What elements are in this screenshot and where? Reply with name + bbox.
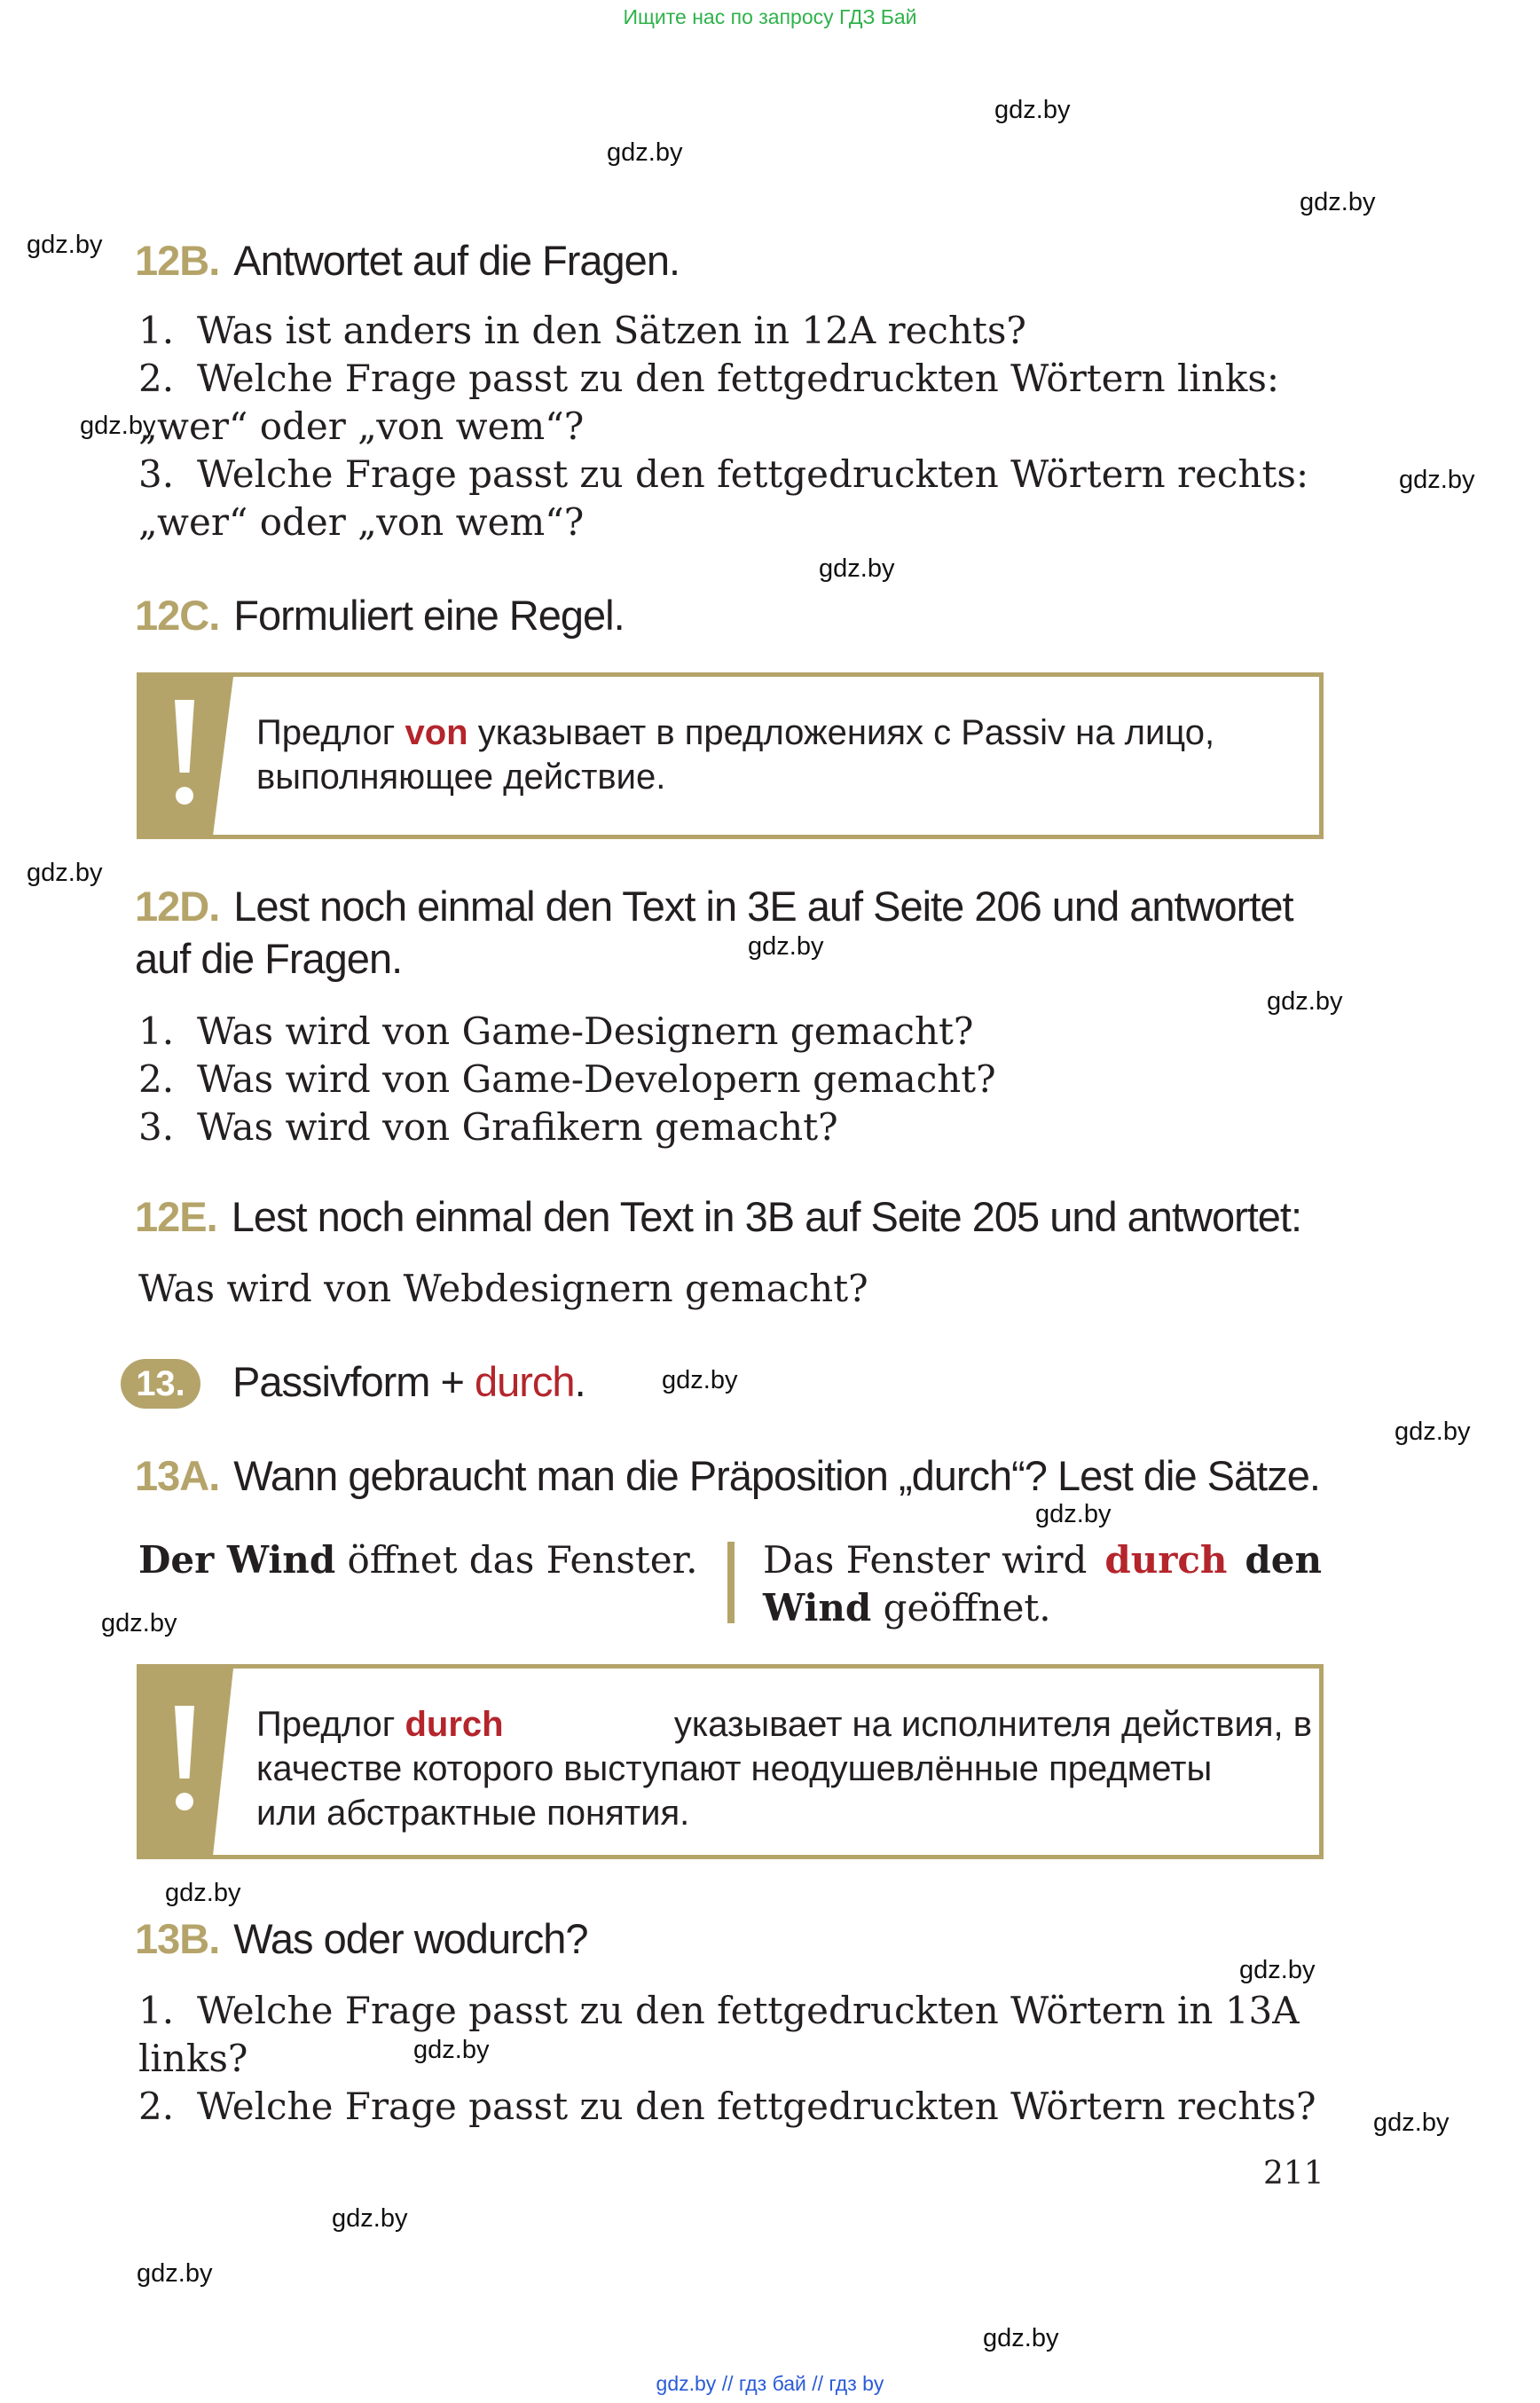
list-item-continuation: links? [138,2037,248,2080]
watermark: gdz.by [332,2204,408,2233]
item-number: 3. [138,452,175,496]
page-number: 211 [1263,2156,1324,2192]
heading-12b [135,236,680,285]
question-list-12d [138,1008,996,1151]
heading-12e [135,1192,1301,1241]
rule-note-von [137,672,1324,839]
section-number: 12E. [135,1193,217,1240]
watermark: gdz.by [1395,1417,1471,1446]
section-title: Was oder wodurch? [233,1915,588,1962]
list-item: 2. Welche Frage passt zu den fettgedruckten Wörtern rechts? [138,2085,1316,2128]
highlight-word: von [405,713,468,752]
item-text: Welche Frage passt zu den fettgedruckten Wörtern links: [197,357,1280,400]
highlight-word: durch [405,1705,504,1744]
section-title: Lest noch einmal den Text in 3B auf Seite 205 und antwortet: [231,1193,1302,1240]
item-text: Welche Frage passt zu den fettgedruckten Wörtern rechts: [197,452,1309,496]
heading-13: Passivform + durch. [232,1358,585,1405]
watermark: gdz.by [27,231,103,259]
section-title: Lest noch einmal den Text in 3E auf Seite 206 und antwortet [233,883,1293,930]
list-item: 2. Was wird von Game-Developern gemacht? [138,1057,996,1101]
section-title-continuation: auf die Fragen. [135,935,403,982]
watermark: gdz.by [1373,2109,1450,2137]
watermark: gdz.by [1399,466,1475,494]
section-number: 12C. [135,592,220,639]
item-text: Was ist anders in den Sätzen in 12A rechts? [197,309,1026,352]
watermark: gdz.by [819,554,895,583]
note-text: Предлог von указывает в предложениях с Passiv на лицо, выполняющее действие. [256,713,1215,797]
note-text: Предлог durch указывает на исполнителя действия, в качестве которого выступают неодушевлённые предметы или абстрактные понятия. [256,1705,1312,1833]
heading-13b [135,1914,588,1963]
list-item-continuation: „wer“ oder „von wem“? [138,500,585,544]
exclamation-icon [141,677,233,835]
watermark: gdz.by [413,2036,490,2064]
heading-12d [135,882,1293,983]
watermark: gdz.by [80,412,156,440]
watermark: gdz.by [1239,1956,1316,1984]
example-passive: Das Fenster wird durch den Wind geöffnet. [763,1538,1322,1629]
watermark: gdz.by [662,1366,738,1394]
list-item: 1. Was wird von Game-Designern gemacht? [138,1009,974,1053]
question-list-13b [138,1987,1316,2131]
watermark: gdz.by [137,2259,213,2288]
question-list-12b [138,307,1308,546]
watermark: gdz.by [748,932,824,961]
list-item: 1. Welche Frage passt zu den fettgedruckten Wörtern in 13A [138,1989,1300,2032]
section-title: Wann gebraucht man die Präposition „durch“? Lest die Sätze. [233,1452,1320,1499]
watermark: gdz.by [994,96,1071,124]
item-number: 1. [138,309,175,352]
highlight-word: durch [475,1358,575,1405]
watermark: gdz.by [101,1609,177,1637]
list-item-continuation: „wer“ oder „von wem“? [138,404,585,448]
watermark: gdz.by [983,2324,1059,2352]
divider [727,1542,735,1623]
footer-links[interactable]: gdz.by // гдз бай // гдз by [656,2372,884,2395]
question-12e: Was wird von Webdesignern gemacht? [138,1267,868,1310]
list-item [138,451,1308,499]
exercise-badge: 13. [121,1359,200,1409]
list-item: 3. Was wird von Grafikern gemacht? [138,1105,838,1149]
example-active: Der Wind öffnet das Fenster. [138,1538,698,1582]
heading-12c [135,591,625,640]
list-item [138,355,1308,403]
list-item [138,307,1308,355]
watermark: gdz.by [1300,188,1376,216]
exclamation-icon [141,1669,233,1855]
rule-note-durch [137,1664,1324,1859]
top-banner[interactable]: Ищите нас по запросу ГДЗ Бай [623,5,917,28]
watermark: gdz.by [1035,1500,1112,1528]
watermark: gdz.by [1267,987,1343,1016]
heading-13a [135,1451,1320,1500]
section-number: 12B. [135,237,220,284]
section-title: Antwortet auf die Fragen. [233,237,680,284]
watermark: gdz.by [607,138,683,167]
watermark: gdz.by [27,859,103,887]
section-number: 13B. [135,1915,220,1962]
item-number: 2. [138,357,175,400]
section-number: 13A. [135,1452,220,1499]
section-title: Formuliert eine Regel. [233,592,625,639]
section-number: 12D. [135,883,220,930]
watermark: gdz.by [165,1879,241,1907]
